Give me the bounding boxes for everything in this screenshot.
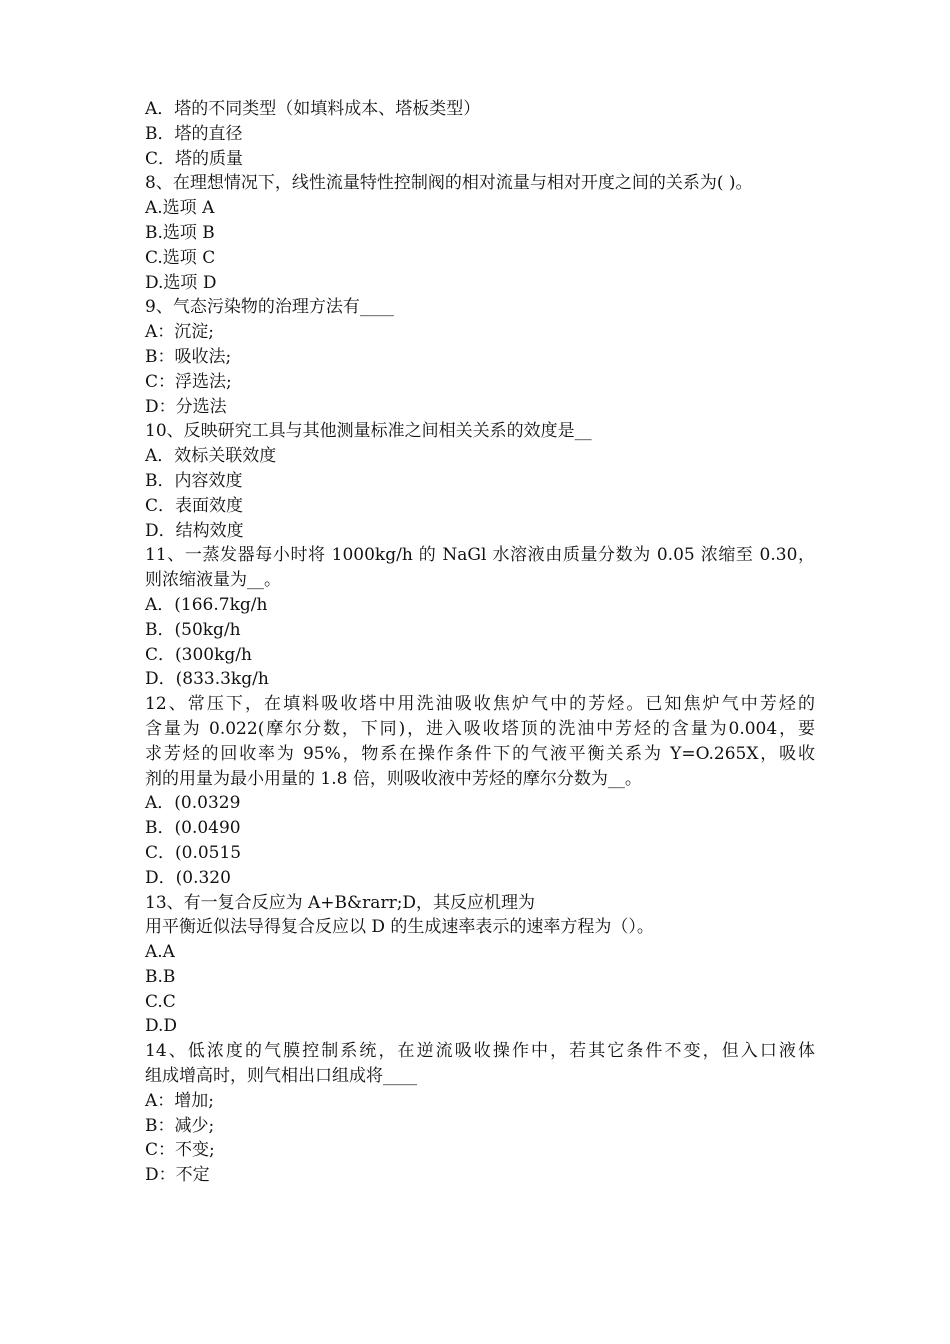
q14-option-a: A：增加; xyxy=(145,1090,215,1111)
option-c-tower-mass: C．塔的质量 xyxy=(145,148,244,169)
q8-option-a: A.选项 A xyxy=(145,198,215,219)
q10-option-b: B．内容效度 xyxy=(145,470,243,491)
question-11-line-2: 则浓缩液量为__。 xyxy=(145,570,281,591)
question-13-line-2: 用平衡近似法导得复合反应以 D 的生成速率表示的速率方程为（）。 xyxy=(145,917,654,938)
q11-option-d: D．(833.3kg/h xyxy=(145,669,269,690)
question-10: 10、反映研究工具与其他测量标准之间相关关系的效度是__ xyxy=(145,421,592,442)
q11-option-c: C．(300kg/h xyxy=(145,644,252,665)
q12-option-d: D．(0.320 xyxy=(145,867,231,888)
q13-option-b: B.B xyxy=(145,966,176,987)
question-12-line-2: 含量为 0.022(摩尔分数，下同)，进入吸收塔顶的洗油中芳烃的含量为0.004，要 xyxy=(145,718,815,739)
q9-option-b: B：吸收法; xyxy=(145,346,232,367)
q8-option-b: B.选项 B xyxy=(145,222,215,243)
q10-option-d: D．结构效度 xyxy=(145,520,244,541)
q10-option-c: C．表面效度 xyxy=(145,495,244,516)
q9-option-c: C：浮选法; xyxy=(145,371,232,392)
question-14-line-1: 14、低浓度的气膜控制系统，在逆流吸收操作中，若其它条件不变，但入口液体 xyxy=(145,1041,815,1062)
question-12-line-3: 求芳烃的回收率为 95%，物系在操作条件下的气液平衡关系为 Y=O.265X，吸收 xyxy=(145,743,815,764)
q11-option-a: A．(166.7kg/h xyxy=(145,594,268,615)
q8-option-c: C.选项 C xyxy=(145,247,216,268)
q8-option-d: D.选项 D xyxy=(145,272,217,293)
document-page xyxy=(145,97,815,1188)
option-b-tower-diameter: B．塔的直径 xyxy=(145,123,243,144)
q14-option-d: D：不定 xyxy=(145,1165,210,1186)
q12-option-b: B．(0.0490 xyxy=(145,818,241,839)
question-12-line-1: 12、常压下，在填料吸收塔中用洗油吸收焦炉气中的芳烃。已知焦炉气中芳烃的 xyxy=(145,694,815,715)
q10-option-a: A．效标关联效度 xyxy=(145,446,277,467)
q12-option-c: C．(0.0515 xyxy=(145,842,242,863)
q9-option-d: D：分选法 xyxy=(145,396,227,417)
q14-option-b: B：减少; xyxy=(145,1115,215,1136)
q13-option-a: A.A xyxy=(145,942,175,963)
question-8: 8、在理想情况下，线性流量特性控制阀的相对流量与相对开度之间的关系为( )。 xyxy=(145,173,753,194)
q13-option-c: C.C xyxy=(145,991,176,1012)
question-13-line-1: 13、有一复合反应为 A+B&rarr;D，其反应机理为 xyxy=(145,892,536,913)
question-12-line-4: 剂的用量为最小用量的 1.8 倍，则吸收液中芳烃的摩尔分数为__。 xyxy=(145,768,642,789)
q13-option-d: D.D xyxy=(145,1016,178,1037)
q9-option-a: A：沉淀; xyxy=(145,322,215,343)
q11-option-b: B．(50kg/h xyxy=(145,619,241,640)
q14-option-c: C：不变; xyxy=(145,1140,215,1161)
question-14-line-2: 组成增高时，则气相出口组成将____ xyxy=(145,1066,417,1087)
q12-option-a: A．(0.0329 xyxy=(145,793,241,814)
question-11-line-1: 11、一蒸发器每小时将 1000kg/h 的 NaGl 水溶液由质量分数为 0.05 浓缩至 0.30， xyxy=(145,545,815,566)
option-a-tower-types: A．塔的不同类型（如填料成本、塔板类型） xyxy=(145,99,481,119)
question-9: 9、气态污染物的治理方法有____ xyxy=(145,297,394,318)
